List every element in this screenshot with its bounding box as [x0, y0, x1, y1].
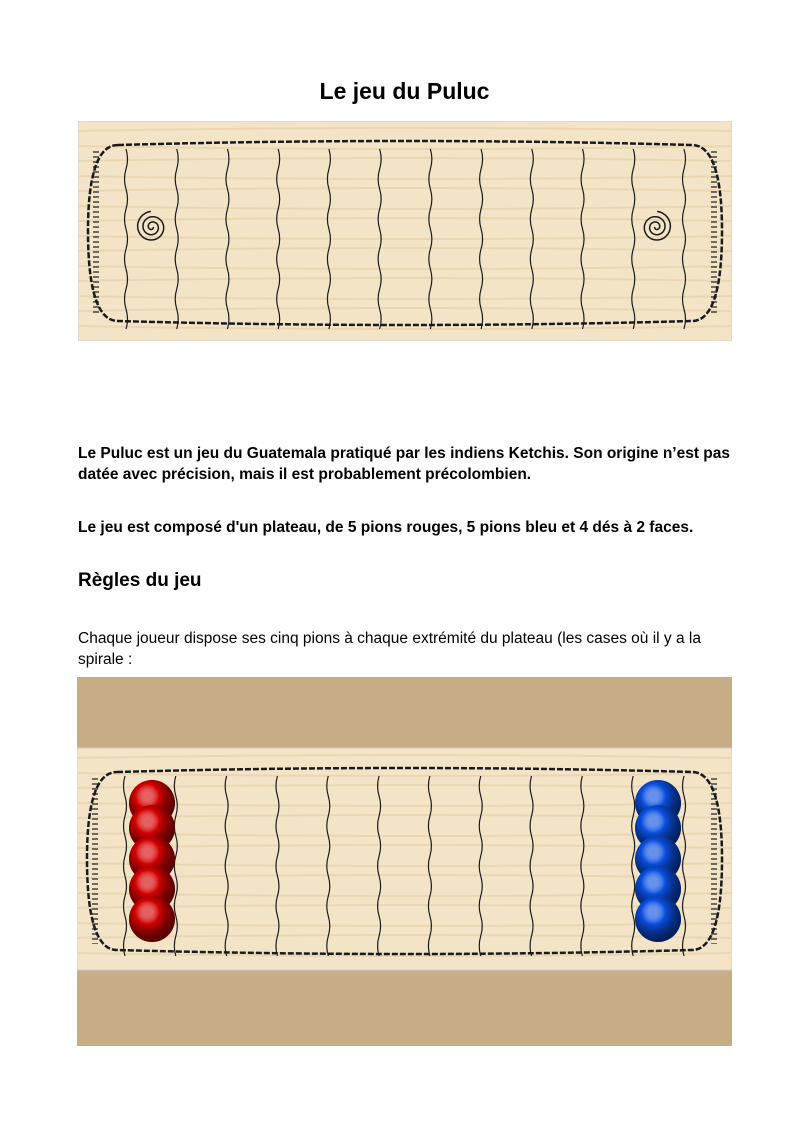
setup-board-image	[77, 677, 732, 1046]
red-piece-shade	[129, 896, 175, 942]
rules-heading: Règles du jeu	[78, 570, 202, 591]
rules-paragraph: Chaque joueur dispose ses cinq pions à chaque extrémité du plateau (les cases où il y a la spirale :	[78, 630, 701, 668]
components-paragraph: Le jeu est composé d'un plateau, de 5 pions rouges, 5 pions bleu et 4 dés à 2 faces.	[78, 519, 694, 536]
puluc-board-image	[78, 121, 732, 341]
intro-paragraph: Le Puluc est un jeu du Guatemala pratiqué par les indiens Ketchis. Son origine n’est pas datée avec précision, mais il est probablement précolombien.	[78, 445, 731, 483]
blue-piece-shade	[635, 896, 681, 942]
page-title: Le jeu du Puluc	[319, 78, 490, 104]
